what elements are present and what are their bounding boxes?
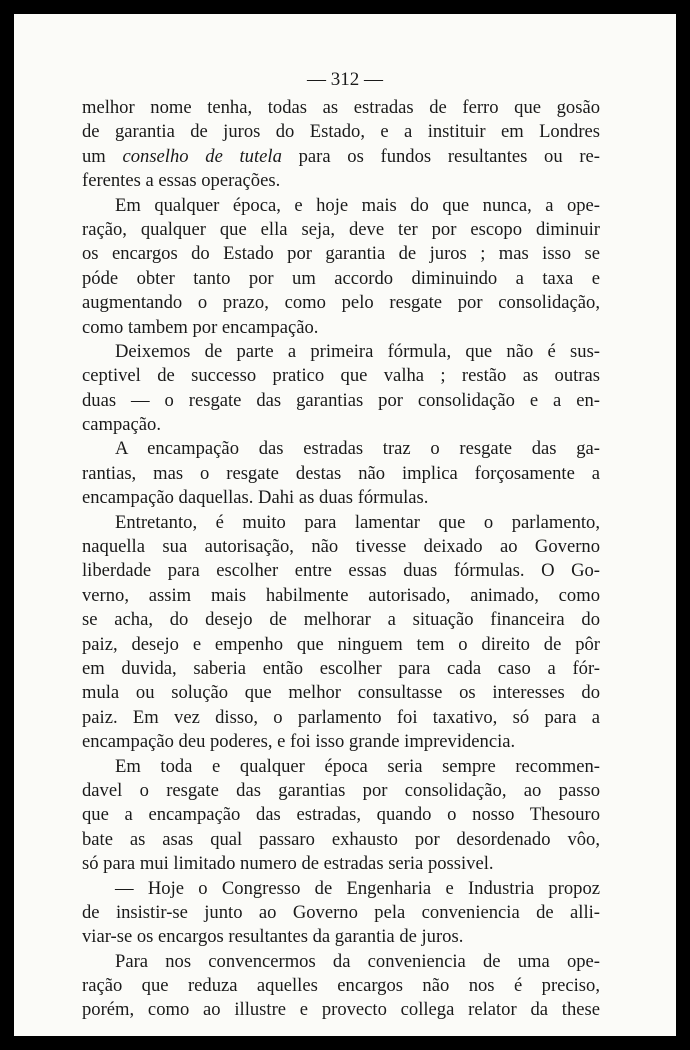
text-line: ferentes a essas operações. [82, 170, 281, 192]
text-segment: para os fundos resultantes ou re- [281, 145, 600, 167]
text-line: naquella sua autorisação, não tivesse deixado ao Governo [82, 536, 600, 558]
text-line: rantias, mas o resgate destas não implica forçosamente a [82, 462, 600, 484]
text-line: A encampação das estradas traz o resgate das ga- [115, 438, 600, 460]
text-line: duas — o resgate das garantias por consolidação e a en- [82, 389, 600, 411]
text-line: ração, qualquer que ella seja, deve ter por escopo diminuir [82, 218, 600, 240]
text-line: de insistir-se junto ao Governo pela conveniencia de alli- [82, 901, 600, 923]
text-line [82, 145, 600, 169]
text-line: Entretanto, é muito para lamentar que o parlamento, [115, 511, 600, 533]
text-line: os encargos do Estado por garantia de juros ; mas isso se [82, 243, 600, 265]
text-line: paiz. Em vez disso, o parlamento foi taxativo, só para a [82, 706, 600, 728]
text-line: Deixemos de parte a primeira fórmula, que não é sus- [115, 340, 600, 362]
text-line: porém, como ao illustre e provecto collega relator da these [82, 999, 600, 1021]
body-text [82, 96, 600, 1023]
text-line: viar-se os encargos resultantes da garantia de juros. [82, 926, 464, 948]
text-line: em duvida, saberia então escolher para cada caso a fór- [82, 657, 600, 679]
text-line: davel o resgate das garantias por consolidação, ao passo [82, 779, 600, 801]
text-line: Para nos convencermos da conveniencia de uma ope- [115, 950, 600, 972]
text-line: liberdade para escolher entre essas duas fórmulas. O Go- [82, 560, 600, 582]
text-line: encampação daquellas. Dahi as duas fórmulas. [82, 487, 429, 509]
text-line: encampação deu poderes, e foi isso grande imprevidencia. [82, 731, 516, 753]
text-line: — Hoje o Congresso de Engenharia e Industria propoz [115, 877, 600, 899]
text-line: verno, assim mais habilmente autorisado, animado, como [82, 584, 600, 606]
book-page [14, 14, 676, 1036]
text-line: que a encampação das estradas, quando o nosso Thesouro [82, 804, 600, 826]
text-line: póde obter tanto por um accordo diminuindo a taxa e [82, 267, 600, 289]
text-line: melhor nome tenha, todas as estradas de ferro que gosão [82, 97, 600, 118]
italic-phrase: conselho de tutela [122, 145, 282, 167]
text-line: de garantia de juros do Estado, e a instituir em Londres [82, 121, 600, 143]
text-line: Em qualquer época, e hoje mais do que nunca, a ope- [115, 194, 600, 216]
text-line: ração que reduza aquelles encargos não nos é preciso, [82, 975, 600, 997]
text-line: ceptivel de successo pratico que valha ; restão as outras [82, 365, 600, 387]
text-line: paiz, desejo e empenho que ninguem tem o direito de pôr [82, 633, 600, 655]
page-number: — 312 — [307, 69, 383, 90]
text-line: como tambem por encampação. [82, 316, 319, 338]
text-segment: um [82, 145, 123, 167]
text-line: só para mui limitado numero de estradas seria possivel. [82, 853, 494, 875]
text-line: augmentando o prazo, como pelo resgate por consolidação, [82, 292, 600, 314]
text-line: se acha, do desejo de melhorar a situação financeira do [82, 609, 600, 631]
text-line: campação. [82, 414, 161, 436]
text-line: bate as asas qual passaro exhausto por desordenado vôo, [82, 828, 600, 850]
text-line: mula ou solução que melhor consultasse os interesses do [82, 682, 600, 704]
text-line: Em toda e qualquer época seria sempre recommen- [115, 755, 600, 777]
